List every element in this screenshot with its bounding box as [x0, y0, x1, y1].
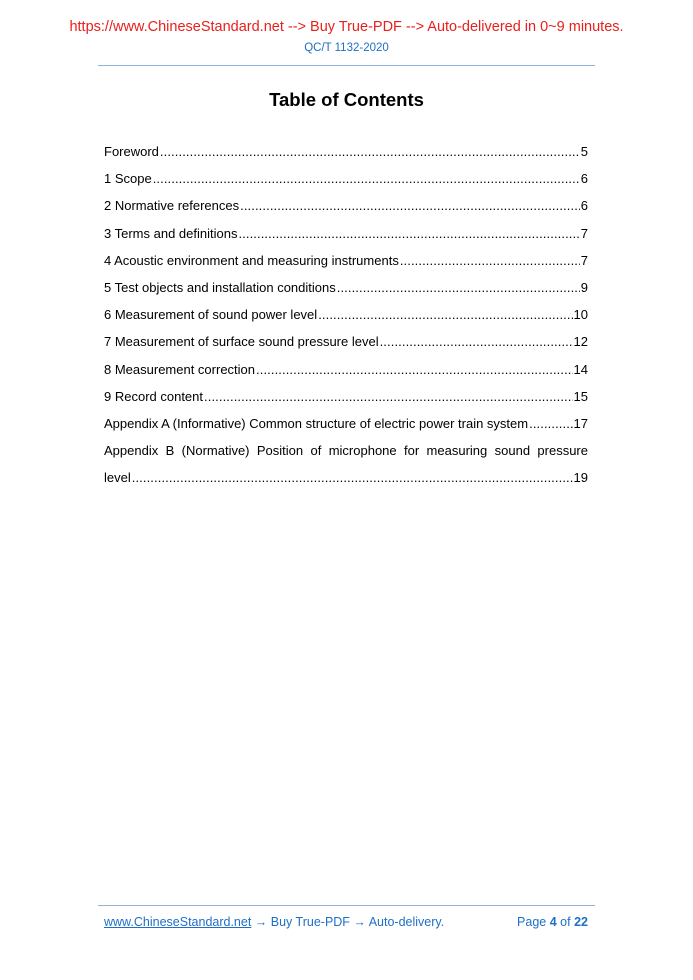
- footer-promo: [104, 915, 444, 929]
- footer-site-link[interactable]: www.ChineseStandard.net: [104, 915, 252, 929]
- dot-leader: [153, 165, 580, 192]
- page-title: Table of Contents: [269, 89, 424, 110]
- page-number: [517, 915, 588, 929]
- toc-entry-record-content[interactable]: [104, 383, 588, 410]
- toc-entry-test-objects[interactable]: [104, 274, 588, 301]
- toc-entry-page: 7: [580, 225, 588, 241]
- dot-leader: [256, 356, 573, 383]
- footer-divider: [98, 905, 595, 906]
- toc-entry-acoustic-environment[interactable]: [104, 247, 588, 274]
- dot-leader: [204, 383, 573, 410]
- toc-entry-scope[interactable]: [104, 165, 588, 192]
- dot-leader: [238, 220, 579, 247]
- toc-entry-page: 17: [573, 415, 588, 431]
- toc-entry-title: 8 Measurement correction: [104, 361, 256, 377]
- toc-entry-page: 6: [580, 198, 588, 214]
- toc-entry-title: 4 Acoustic environment and measuring instruments: [104, 252, 399, 268]
- toc-entry-title: 2 Normative references: [104, 198, 240, 214]
- toc-entry-title: 9 Record content: [104, 388, 204, 404]
- toc-entry-page: 7: [580, 252, 588, 268]
- toc-entry-title: 3 Terms and definitions: [104, 225, 238, 241]
- toc-entry-title: 1 Scope: [104, 171, 152, 187]
- toc-entry-page: 14: [573, 361, 588, 377]
- toc-entry-title: 7 Measurement of surface sound pressure level: [104, 334, 379, 350]
- toc-entry-foreword[interactable]: [104, 138, 588, 165]
- header-divider: [98, 65, 595, 66]
- toc-entry-surface-sound-pressure[interactable]: [104, 328, 588, 355]
- toc-entry-appendix-a[interactable]: [104, 410, 588, 437]
- standard-code: QC/T 1132-2020: [304, 42, 389, 54]
- toc-entry-title: Appendix A (Informative) Common structure of electric power train system: [104, 415, 529, 431]
- toc-entry-page: 15: [573, 388, 588, 404]
- toc-entry-title: Foreword: [104, 144, 159, 159]
- dot-leader: [160, 138, 580, 165]
- toc-entry-page: 9: [580, 279, 588, 295]
- page-footer: [104, 915, 588, 933]
- toc-entry-measurement-correction[interactable]: [104, 356, 588, 383]
- dot-leader: [240, 192, 580, 219]
- toc-entry-page: 6: [580, 171, 588, 187]
- toc-entry-appendix-b[interactable]: [104, 437, 588, 491]
- dot-leader: [132, 464, 573, 491]
- toc-entry-title-line-1: Appendix B (Normative) Position of microphone for measuring sound pressure: [104, 443, 588, 459]
- footer-tagline: → Buy True-PDF → Auto-delivery.: [251, 915, 445, 929]
- dot-leader: [380, 328, 573, 355]
- toc-entry-sound-power-level[interactable]: [104, 301, 588, 328]
- toc-entry-normative-references[interactable]: [104, 192, 588, 219]
- promo-banner[interactable]: https://www.ChineseStandard.net --> Buy True-PDF --> Auto-delivered in 0~9 minutes.: [69, 19, 624, 35]
- toc-entry-page: 12: [573, 334, 588, 350]
- page-of: of: [560, 915, 571, 929]
- toc-entry-page: 10: [573, 307, 588, 323]
- toc-entry-page: 5: [580, 144, 588, 159]
- dot-leader: [337, 274, 580, 301]
- page-word: Page: [517, 915, 547, 929]
- page-current: 4: [549, 915, 557, 929]
- page-total: 22: [574, 915, 588, 929]
- table-of-contents: [104, 138, 588, 491]
- toc-entry-title: 6 Measurement of sound power level: [104, 307, 318, 323]
- dot-leader: [529, 410, 572, 437]
- dot-leader: [318, 301, 572, 328]
- toc-entry-page: 19: [573, 470, 588, 486]
- toc-entry-terms-definitions[interactable]: [104, 220, 588, 247]
- dot-leader: [400, 247, 580, 274]
- toc-entry-title: 5 Test objects and installation conditions: [104, 279, 336, 295]
- toc-entry-title-line-2: level: [104, 470, 131, 486]
